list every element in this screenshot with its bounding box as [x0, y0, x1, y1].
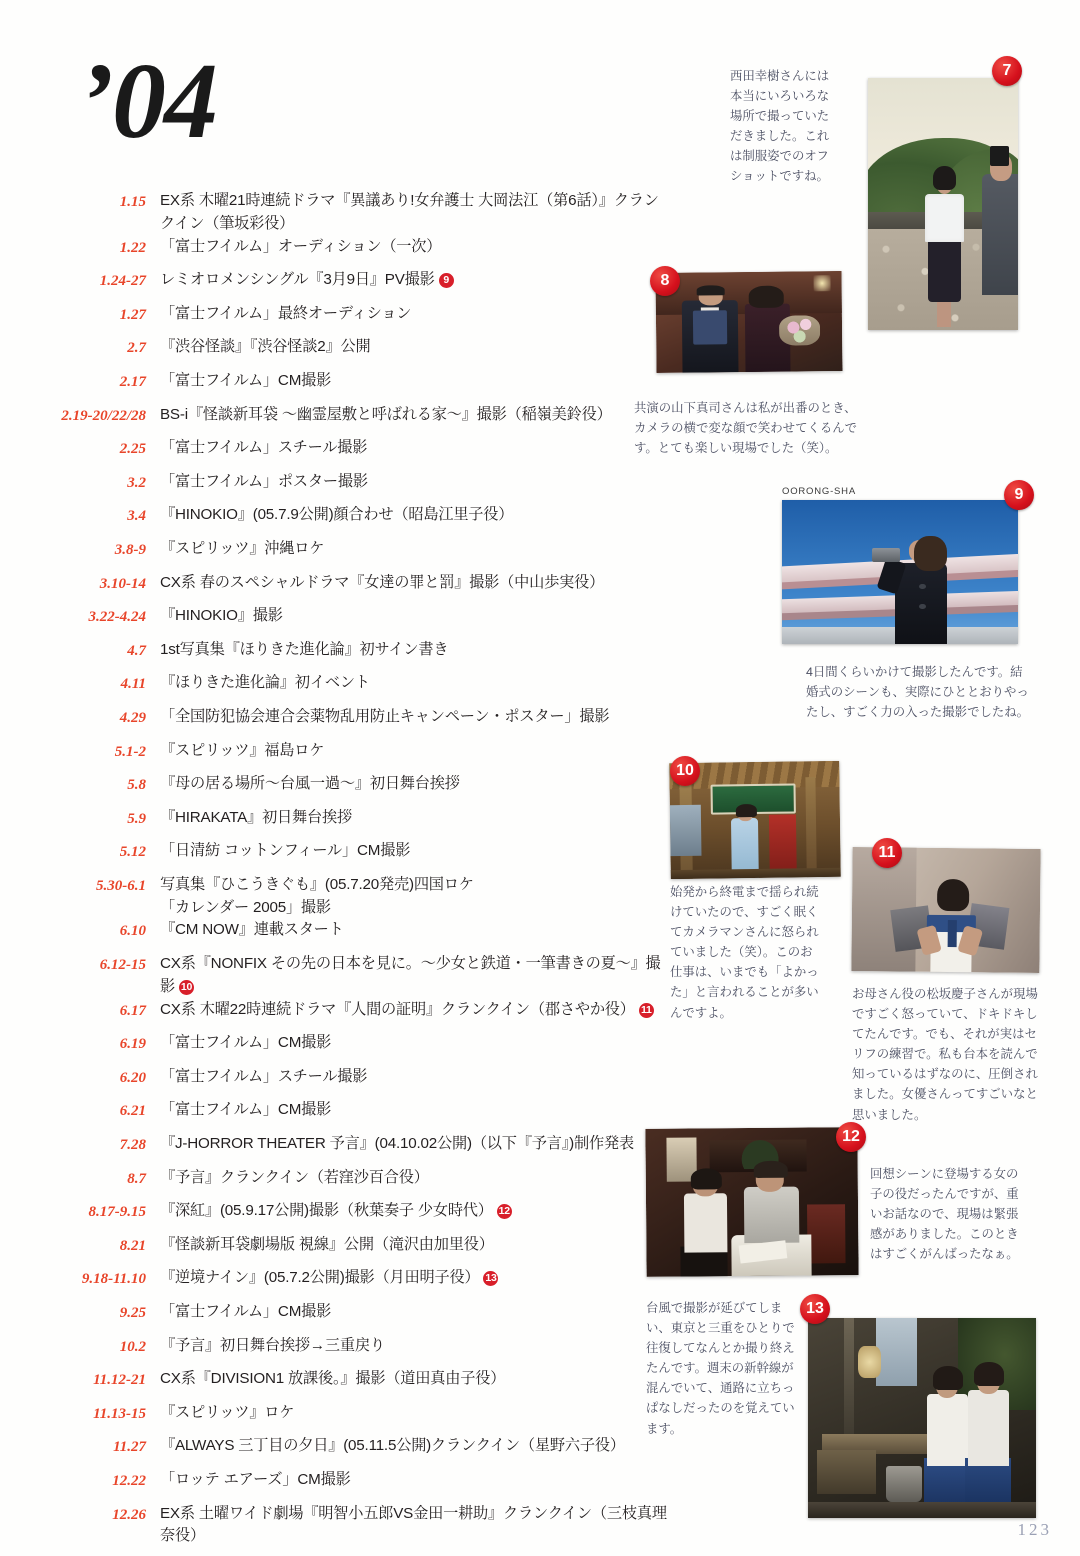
timeline-entry-date: 5.9 [127, 810, 146, 827]
timeline-entry-date: 5.12 [119, 844, 146, 861]
timeline-reference-badge: 11 [639, 1003, 654, 1018]
timeline-entry-text: 『スピリッツ』沖縄ロケ [160, 539, 325, 557]
timeline-entry-text: 『ALWAYS 三丁目の夕日』(05.11.5公開)クランクイン（星野六子役） [160, 1437, 625, 1455]
timeline-entry-date: 3.8-9 [114, 541, 146, 558]
page-title: ’04 [78, 42, 216, 161]
photo-badge-13: 13 [800, 1294, 830, 1324]
timeline-entry-body [160, 840, 668, 863]
timeline-entry-body [160, 740, 668, 763]
timeline-entry-text: 「富士フイルム」CM撮影 [160, 1034, 332, 1052]
timeline-entry [28, 1099, 668, 1133]
timeline-entry-text: 『渋谷怪談』『渋谷怪談2』公開 [160, 338, 371, 356]
timeline-entry-text: 「富士フイルム」スチール撮影 [160, 439, 368, 457]
timeline-entry-body [160, 1234, 668, 1257]
timeline-entry [28, 740, 668, 774]
timeline-entry-text: BS-i『怪談新耳袋 〜幽霊屋敷と呼ばれる家〜』撮影（稲嶺美鈴役） [160, 405, 612, 423]
timeline-entry-body [160, 1133, 668, 1156]
timeline-entry-date: 12.22 [112, 1472, 146, 1489]
timeline-entry [28, 639, 668, 673]
timeline-entry-body [160, 1099, 668, 1122]
timeline-entry-text: 『HINOKIO』(05.7.9公開)顔合わせ（昭島江里子役） [160, 506, 514, 524]
photo-badge-8: 8 [650, 266, 680, 296]
photo-caption-9: 4日間くらいかけて撮影したんです。結婚式のシーンも、実際にひととおりやったし、すごく力の入った撮影でしたね。 [806, 665, 1030, 720]
timeline-entry-date: 3.10-14 [99, 575, 146, 592]
photo-caption-10: 始発から終電まで揺られ続けていたので、すごく眠くてカメラマンさんに怒られていました（笑）。このお仕事は、いまでも「よかった」と言われることが多いんですよ。 [670, 885, 819, 1020]
timeline-entry-date: 6.17 [119, 1002, 146, 1019]
timeline-entry [28, 807, 668, 841]
timeline-entry-date: 6.20 [119, 1069, 146, 1086]
timeline-entry-body [160, 639, 668, 662]
timeline-entry [28, 572, 668, 606]
timeline-entry-body [160, 269, 668, 292]
timeline-entry [28, 672, 668, 706]
timeline-entry-text-line2: 「カレンダー 2005」撮影 [160, 898, 331, 916]
timeline-entry [28, 1133, 668, 1167]
photo-12 [645, 1127, 858, 1277]
timeline-entry-body [160, 471, 668, 494]
timeline-entry [28, 1200, 668, 1234]
timeline-entry-body [160, 919, 668, 942]
timeline-entry [28, 1402, 668, 1436]
timeline-entry-text: CX系 木曜22時連続ドラマ『人間の証明』クランクイン（郡さやか役） [160, 1000, 635, 1018]
timeline-entry-date: 6.19 [119, 1036, 146, 1053]
timeline-entry-text: 「全国防犯協会連合会薬物乱用防止キャンペーン・ポスター」撮影 [160, 707, 610, 725]
timeline-entry-date: 4.11 [120, 676, 146, 693]
timeline-entry-body [160, 1368, 668, 1391]
timeline-entry-date: 10.2 [119, 1338, 146, 1355]
timeline-entry-date: 4.29 [119, 709, 146, 726]
timeline-entry-text: 「富士フイルム」CM撮影 [160, 371, 332, 389]
timeline-entry [28, 370, 668, 404]
timeline-entry-text: 『ほりきた進化論』初イベント [160, 674, 370, 692]
page-number: 123 [1017, 1520, 1052, 1539]
timeline-entry [28, 840, 668, 874]
timeline-entry-body [160, 999, 668, 1022]
timeline-entry-date: 7.28 [119, 1137, 146, 1154]
timeline-entry [28, 1066, 668, 1100]
photo-badge-11: 11 [872, 838, 902, 868]
timeline-entry-body [160, 1200, 668, 1223]
timeline-entry-date: 4.7 [127, 642, 146, 659]
timeline-entry-text: 「富士フイルム」最終オーディション [160, 304, 412, 322]
timeline-entry-text: EX系 土曜ワイド劇場『明智小五郎VS金田一耕助』クランクイン（三枝真理奈役） [160, 1504, 667, 1545]
timeline-entry [28, 706, 668, 740]
timeline-entry-date: 1.22 [119, 239, 146, 256]
timeline-entry-text: 『スピリッツ』福島ロケ [160, 741, 325, 759]
timeline-entry [28, 773, 668, 807]
timeline-entry [28, 1503, 668, 1549]
timeline-entry-date: 3.4 [127, 508, 146, 525]
timeline-entry-date: 8.21 [119, 1237, 146, 1254]
timeline-reference-badge: 10 [180, 980, 193, 993]
timeline-entry [28, 538, 668, 572]
timeline-entry-text: 『CM NOW』連載スタート [160, 921, 344, 939]
photo-13 [808, 1318, 1036, 1518]
timeline-entry-body [160, 1167, 668, 1190]
timeline-reference-badge: 9 [439, 273, 454, 288]
timeline-entry-date: 11.27 [113, 1439, 146, 1456]
timeline-entry [28, 605, 668, 639]
timeline-entry [28, 471, 668, 505]
timeline-entry-body [160, 1503, 668, 1549]
timeline-entry-text: 「富士フイルム」オーディション（一次） [160, 237, 442, 255]
timeline-entry-text: 『予言』初日舞台挨拶→三重戻り [160, 1336, 385, 1354]
timeline-entry-date: 1.15 [119, 194, 146, 210]
timeline-entry-text: 写真集『ひこうきぐも』(05.7.20発売)四国ロケ [160, 875, 474, 893]
timeline-entry-date: 2.7 [127, 340, 146, 357]
timeline-entry-date: 11.12-21 [93, 1372, 146, 1389]
timeline-entry [28, 999, 668, 1033]
timeline-list [28, 190, 668, 1548]
timeline-entry-body [160, 236, 668, 259]
timeline-entry-date: 3.2 [127, 474, 146, 491]
timeline-entry-text: CX系『NONFIX その先の日本を見に。〜少女と鉄道・一筆書きの夏〜』撮影 [160, 955, 661, 995]
photo-caption-7: 西田幸樹さんには本当にいろいろな場所で撮っていただきました。これは制服姿でのオフショットですね。 [730, 69, 830, 184]
timeline-entry-date: 6.10 [119, 923, 146, 940]
timeline-entry [28, 1167, 668, 1201]
timeline-entry-body [160, 672, 668, 695]
timeline-entry-body [160, 773, 668, 796]
timeline-entry [28, 1435, 668, 1469]
photo-badge-7: 7 [992, 56, 1022, 86]
timeline-entry-text: 「ロッテ エアーズ」CM撮影 [160, 1470, 351, 1488]
timeline-entry [28, 953, 668, 999]
timeline-entry-body [160, 1469, 668, 1492]
timeline-entry-date: 9.25 [119, 1305, 146, 1321]
photo-caption-11: お母さん役の松坂慶子さんが現場ですごく怒っていて、ドキドキしてたんです。でも、それが実はセリフの練習で。私も台本を読んで知っているはずなのに、圧倒されました。女優さんってすごいなと思いました。 [852, 987, 1038, 1122]
timeline-entry-date: 2.17 [119, 373, 146, 390]
timeline-entry-text: 『HIRAKATA』初日舞台挨拶 [160, 808, 352, 826]
photo-badge-9: 9 [1004, 480, 1034, 510]
brandmark-oorong-sha: OORONG-SHA [782, 486, 856, 497]
timeline-entry-text: 『深紅』(05.9.17公開)撮影（秋葉奏子 少女時代） [160, 1202, 493, 1220]
timeline-entry-date: 1.24-27 [99, 273, 146, 290]
timeline-entry-text: 『J-HORROR THEATER 予言』(04.10.02公開)（以下『予言』)制作発表 [160, 1135, 634, 1153]
timeline-entry [28, 269, 668, 303]
timeline-entry [28, 404, 668, 438]
photo-9 [782, 500, 1018, 644]
timeline-entry-text: 『予言』クランクイン（若窪沙百合役） [160, 1168, 429, 1186]
timeline-entry [28, 1368, 668, 1402]
photo-badge-12: 12 [836, 1122, 866, 1152]
timeline-entry-text: 『逆境ナイン』(05.7.2公開)撮影（月田明子役） [160, 1269, 480, 1287]
timeline-entry [28, 1335, 668, 1369]
timeline-entry [28, 1301, 668, 1335]
timeline-entry-body [160, 1066, 668, 1089]
timeline-entry-body [160, 1301, 668, 1324]
timeline-reference-badge: 12 [498, 1205, 510, 1218]
timeline-entry-date: 5.1-2 [114, 743, 146, 760]
timeline-entry-text: 「富士フイルム」CM撮影 [160, 1303, 332, 1320]
timeline-entry [28, 303, 668, 337]
timeline-entry-body [160, 605, 668, 628]
timeline-entry-date: 9.18-11.10 [81, 1271, 146, 1288]
timeline-entry-date: 8.7 [127, 1170, 146, 1187]
timeline-entry-body [160, 538, 668, 561]
timeline-entry-body [160, 437, 668, 460]
photo-caption-8: 共演の山下真司さんは私が出番のとき、カメラの横で変な顔で笑わせてくるんです。とても楽しい現場でした（笑）。 [634, 401, 858, 456]
timeline-entry-text: 「富士フイルム」ポスター撮影 [160, 472, 368, 490]
timeline-entry [28, 190, 668, 236]
timeline-entry [28, 504, 668, 538]
photo-badge-10: 10 [670, 756, 700, 786]
timeline-entry-body [160, 504, 668, 527]
timeline-entry-text: 1st写真集『ほりきた進化論』初サイン書き [160, 640, 449, 658]
timeline-entry-body [160, 807, 668, 830]
timeline-entry-text: EX系 木曜21時連続ドラマ『異議あり!女弁護士 大岡法江（第6話）』クランクイン（筆坂彩役） [160, 192, 659, 232]
timeline-entry [28, 874, 668, 920]
timeline-entry-date: 11.13-15 [93, 1405, 146, 1422]
timeline-entry [28, 919, 668, 953]
timeline-entry-body [160, 1335, 668, 1358]
timeline-entry-body [160, 874, 668, 920]
timeline-entry [28, 1267, 668, 1301]
timeline-entry-body [160, 404, 668, 427]
timeline-entry-date: 12.26 [112, 1506, 146, 1523]
photo-8 [655, 271, 842, 373]
timeline-entry-text: 「日清紡 コットンフィール」CM撮影 [160, 842, 411, 860]
timeline-entry-body [160, 953, 668, 999]
timeline-entry-body [160, 303, 668, 326]
timeline-entry-text: 「富士フイルム」スチール撮影 [160, 1067, 368, 1085]
timeline-entry-body [160, 1435, 668, 1458]
timeline-entry-date: 5.30-6.1 [96, 877, 146, 894]
timeline-entry [28, 236, 668, 270]
timeline-entry-text: 『スピリッツ』ロケ [160, 1403, 295, 1421]
timeline-entry-text: レミオロメンシングル『3月9日』PV撮影 [160, 271, 435, 289]
timeline-entry-body [160, 1032, 668, 1055]
timeline-entry-body [160, 190, 668, 236]
timeline-entry-date: 1.27 [119, 306, 146, 323]
timeline-entry-text: CX系 春のスペシャルドラマ『女達の罪と罰』撮影（中山歩実役） [160, 573, 605, 591]
timeline-entry-date: 6.12-15 [99, 957, 146, 974]
timeline-entry-body [160, 706, 668, 729]
photo-7 [868, 78, 1018, 330]
timeline-entry [28, 437, 668, 471]
timeline-entry-body [160, 1402, 668, 1425]
photo-caption-12: 回想シーンに登場する女の子の役だったんですが、重いお話なので、現場は緊張感がありました。このときはすごくがんばったなぁ。 [870, 1167, 1019, 1262]
timeline-entry-text: CX系『DIVISION1 放課後。』撮影（道田真由子役） [160, 1370, 506, 1388]
timeline-entry-text: 『HINOKIO』撮影 [160, 607, 283, 625]
timeline-entry-date: 2.19-20/22/28 [61, 407, 146, 424]
timeline-entry-date: 2.25 [119, 441, 146, 458]
timeline-entry-date: 8.17-9.15 [88, 1204, 146, 1221]
photo-caption-13: 台風で撮影が延びてしまい、東京と三重をひとりで往復してなんとか撮り終えたんです。週末の新幹線が混んでいて、通路に立ちっぱなしだったのを覚えています。 [646, 1301, 795, 1436]
timeline-entry-body [160, 370, 668, 393]
timeline-entry [28, 1469, 668, 1503]
timeline-entry-body [160, 572, 668, 595]
timeline-entry-date: 6.21 [119, 1103, 146, 1120]
timeline-entry [28, 1032, 668, 1066]
timeline-entry-date: 5.8 [127, 777, 146, 794]
timeline-entry-text: 「富士フイルム」CM撮影 [160, 1101, 332, 1119]
timeline-reference-badge: 13 [485, 1272, 497, 1285]
timeline-entry-body [160, 1267, 668, 1290]
timeline-entry-body [160, 336, 668, 359]
timeline-entry-text: 『母の居る場所〜台風一過〜』初日舞台挨拶 [160, 775, 460, 793]
timeline-entry-text: 『怪談新耳袋劇場版 視線』公開（滝沢由加里役） [160, 1235, 494, 1253]
timeline-entry-date: 3.22-4.24 [88, 609, 146, 626]
timeline-entry [28, 336, 668, 370]
timeline-entry [28, 1234, 668, 1268]
